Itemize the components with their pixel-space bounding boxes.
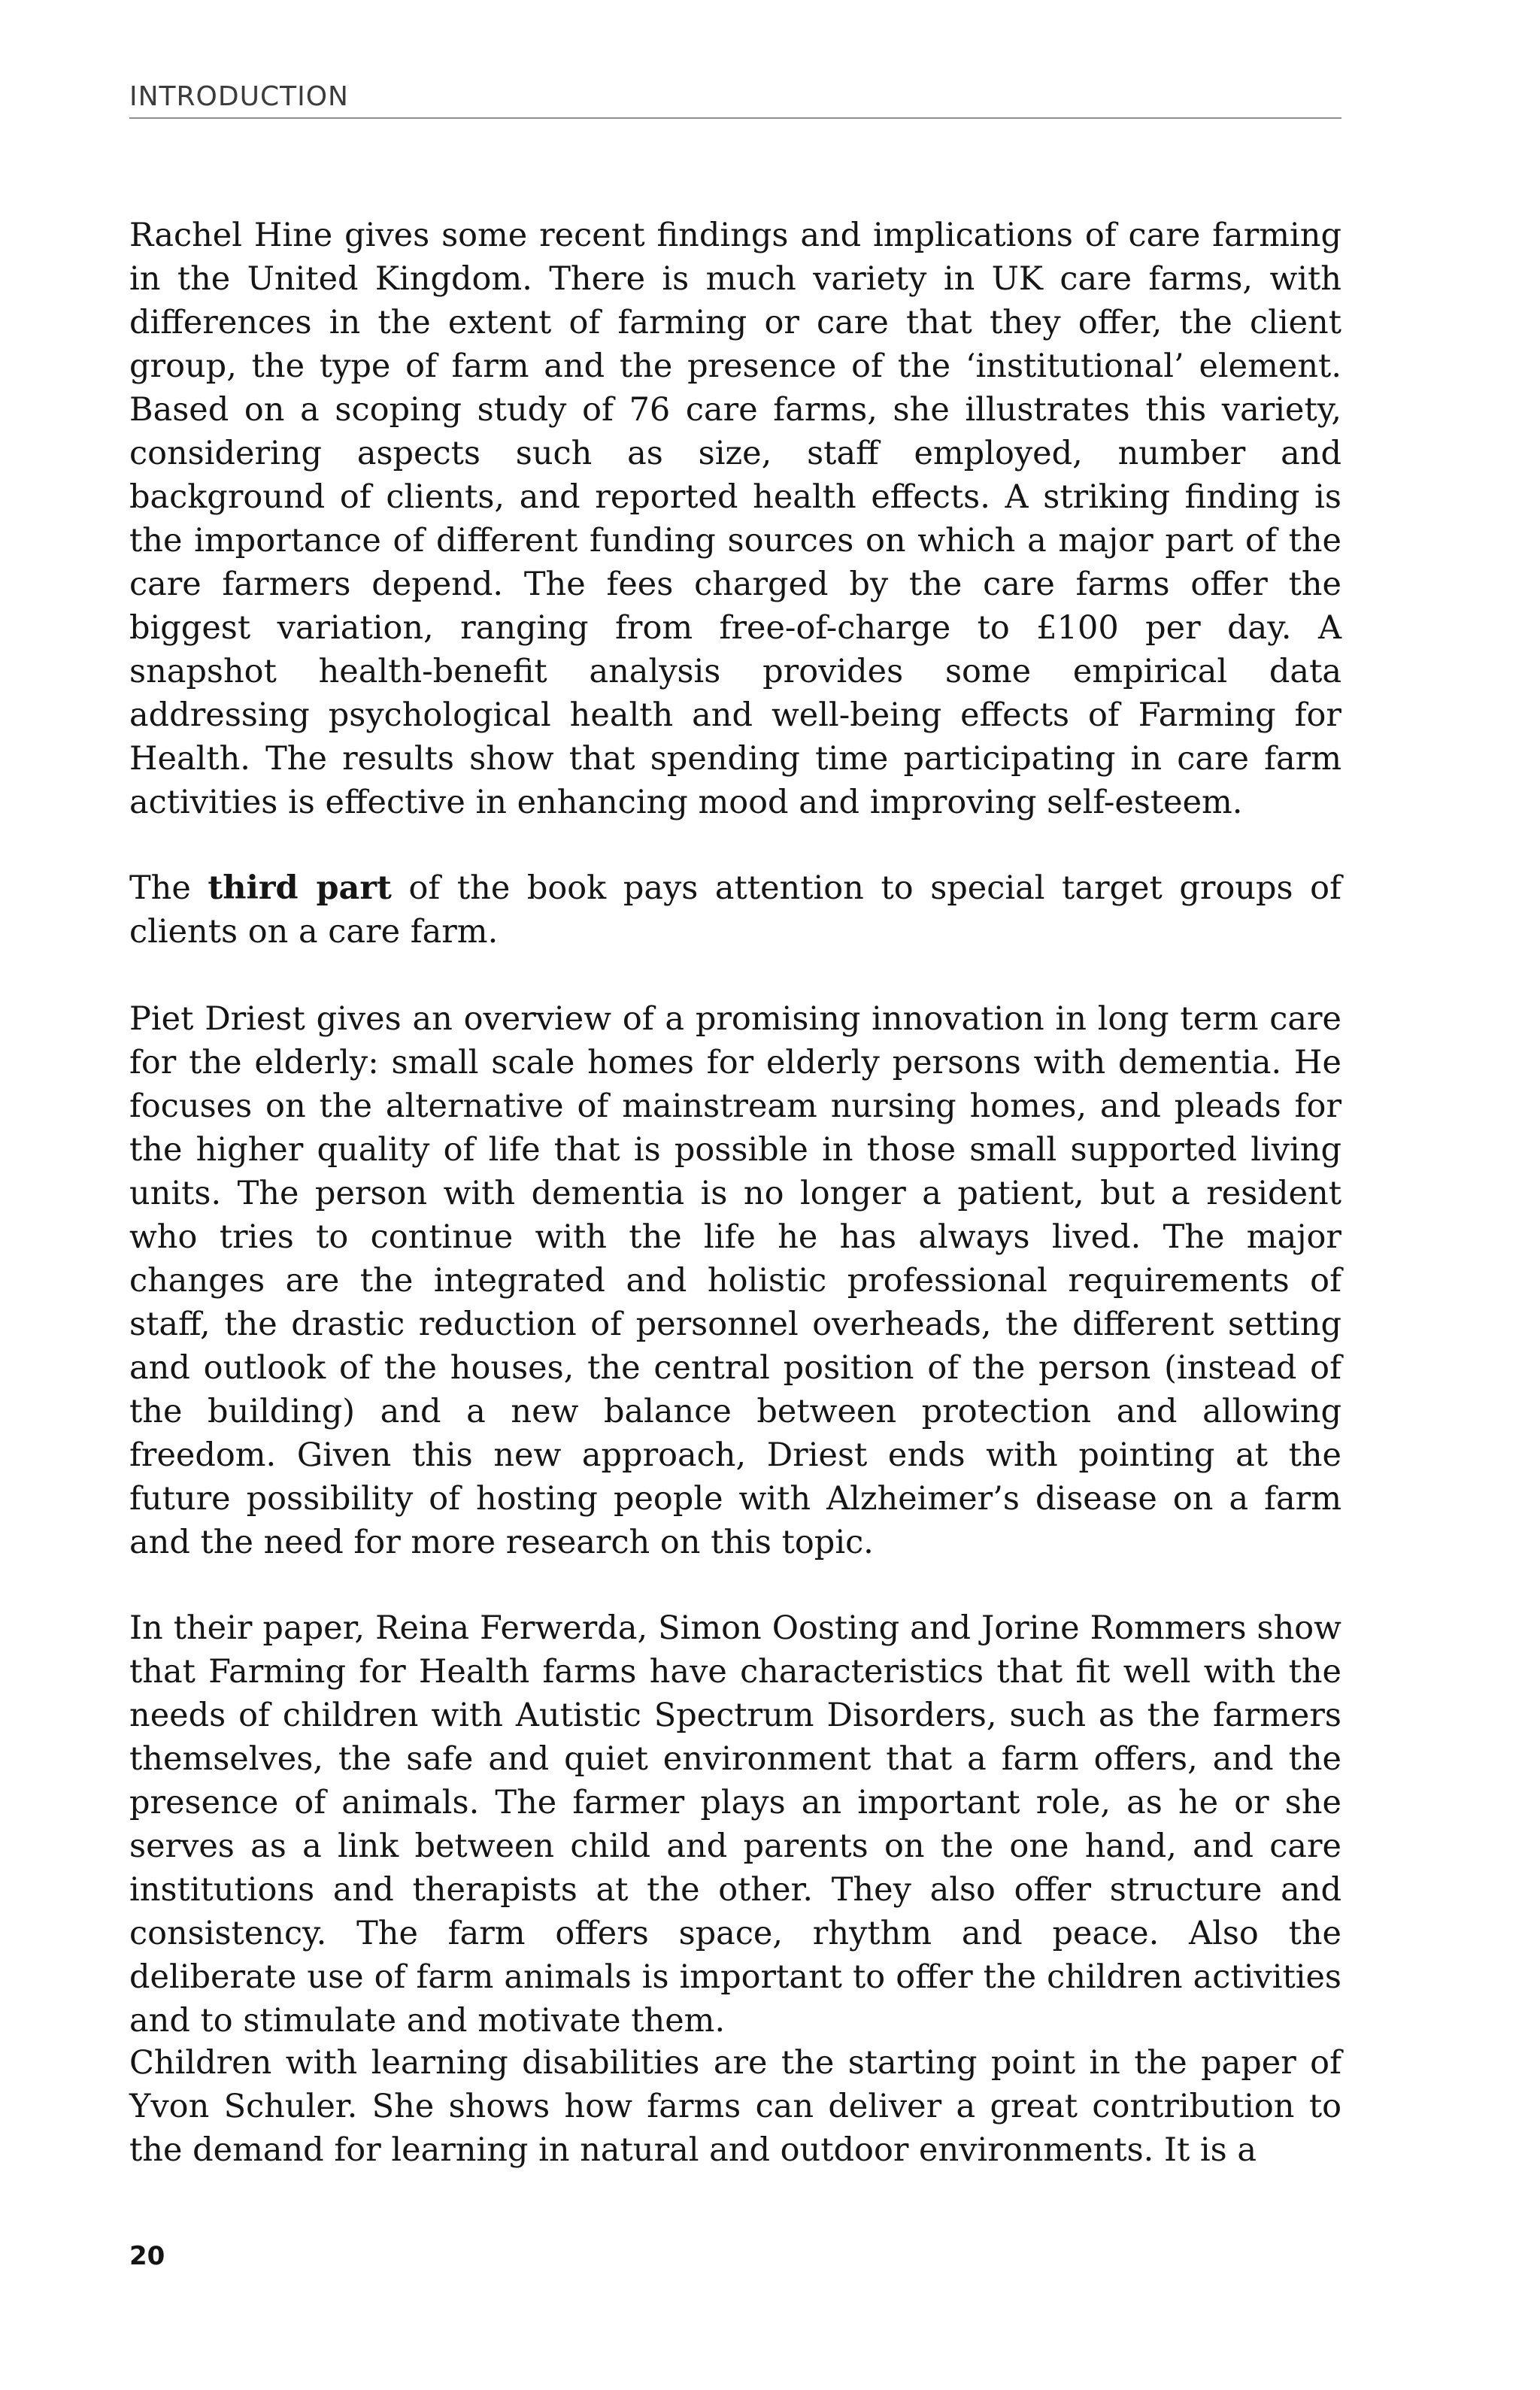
paragraph-schuler: Children with learning disabilities are the starting point in the paper of Yvon Schuler. She shows how farms can deliver a great contribution to the demand for learning in natural and outdoor environments. It is a: [129, 2044, 1341, 2169]
paragraph-rest: of the book pays attention to special target groups of clients on a care farm.: [129, 869, 1341, 951]
page-number: 20: [129, 2241, 165, 2271]
paragraph-hine: Rachel Hine gives some recent findings and implications of care farming in the United Kingdom. There is much variety in UK care farms, with differences in the extent of farming or care that they offer, the client group, the type of farm and the presence of the ‘institutional’ element. Based on a scoping study of 76 care farms, she illustrates this variety, considering aspects such as size, staff employed, number and background of clients, and reported health effects. A striking finding is the importance of different funding sources on which a major part of the care farmers depend. The fees charged by the care farms offer the biggest variation, ranging from free-of-charge to £100 per day. A snapshot health-benefit analysis provides some empirical data addressing psychological health and well-being effects of Farming for Health. The results show that spending time participating in care farm activities is effective in enhancing mood and improving self-esteem.: [129, 217, 1341, 821]
paragraph-driest: Piet Driest gives an overview of a promising innovation in long term care for the elderly: small scale homes for elderly persons with dementia. He focuses on the alternative of mainstream nursing homes, and pleads for the higher quality of life that is possible in those small supported living units. The person with dementia is no longer a patient, but a resident who tries to continue with the life he has always lived. The major changes are the integrated and holistic professional requirements of staff, the drastic reduction of personnel overheads, the different setting and outlook of the houses, the central position of the person (instead of the building) and a new balance between protection and allowing freedom. Given this new approach, Driest ends with pointing at the future possibility of hosting people with Alzheimer’s disease on a farm and the need for more research on this topic.: [129, 1000, 1341, 1561]
header-divider: [129, 117, 1341, 119]
running-header: INTRODUCTION: [129, 81, 349, 112]
bold-term-third-part: third part: [208, 869, 392, 907]
paragraph-ferwerda: In their paper, Reina Ferwerda, Simon Oosting and Jorine Rommers show that Farming for Health farms have characteristics that fit well with the needs of children with Autistic Spectrum Disorders, such as the farmers themselves, the safe and quiet environment that a farm offers, and the presence of animals. The farmer plays an important role, as he or she serves as a link between child and parents on the one hand, and care institutions and therapists at the other. They also offer structure and consistency. The farm offers space, rhythm and peace. Also the deliberate use of farm animals is important to offer the children activities and to stimulate and motivate them.: [129, 1609, 1341, 2040]
paragraph-third-part: [129, 866, 1341, 954]
paragraph-lead: The: [129, 869, 208, 907]
